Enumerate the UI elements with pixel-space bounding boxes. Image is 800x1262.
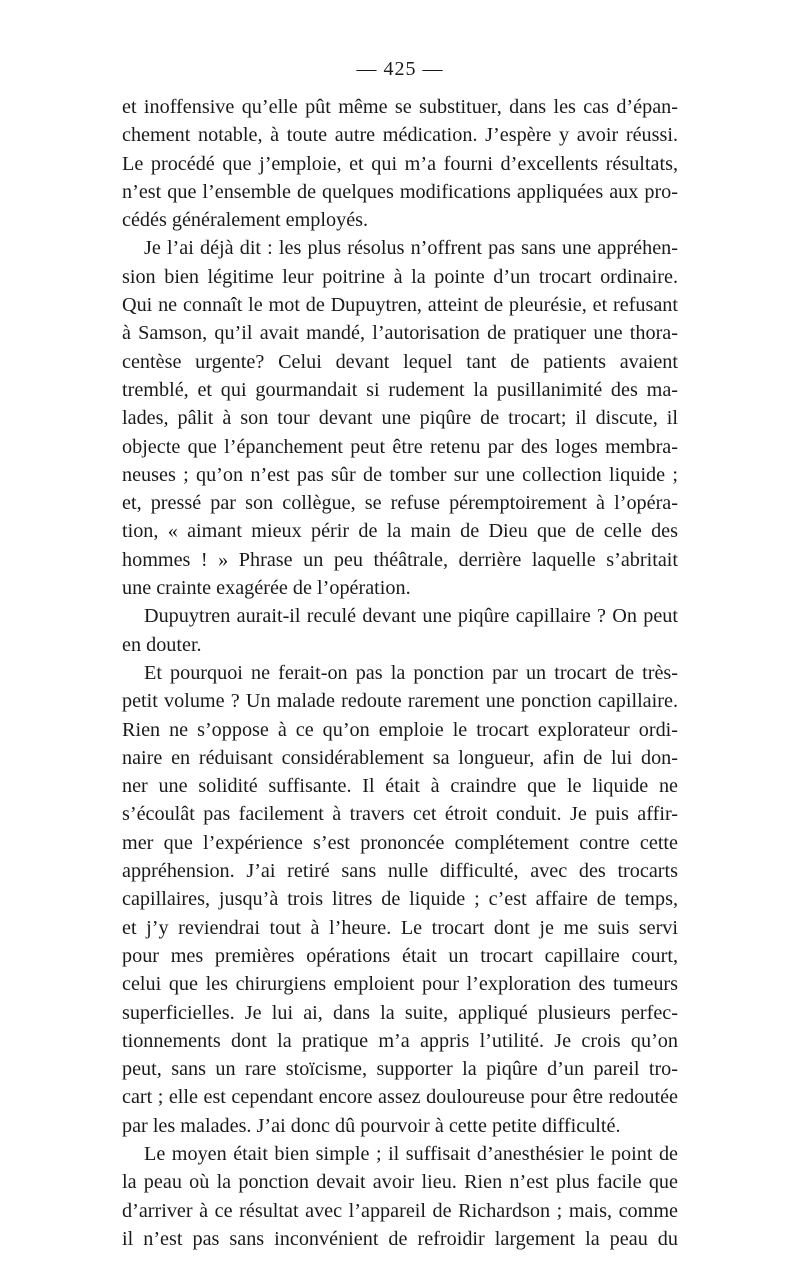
text-line: neuses ; qu’on n’est pas sûr de tomber sur une collection liquide ; <box>122 463 678 486</box>
text-line: Et pourquoi ne ferait-on pas la ponction par un trocart de très- <box>144 661 678 684</box>
body-text <box>122 93 678 1253</box>
text-line: n’est que l’ensemble de quelques modifications appliquées aux pro- <box>122 180 678 203</box>
text-line: capillaires, jusqu’à trois litres de liquide ; c’est affaire de temps, <box>122 888 678 911</box>
page-number: — 425 — <box>356 58 444 80</box>
text-line: cédés généralement employés. <box>122 209 369 232</box>
text-line: et j’y reviendrai tout à l’heure. Le trocart dont je me suis servi <box>122 916 678 939</box>
text-line: la peau où la ponction devait avoir lieu. Rien n’est plus facile que <box>122 1171 678 1194</box>
text-line: s’écoulât pas facilement à travers cet étroit conduit. Je puis affir- <box>122 803 678 826</box>
text-line: celui que les chirurgiens emploient pour l’exploration des tumeurs <box>122 973 678 996</box>
text-line: à Samson, qu’il avait mandé, l’autorisation de pratiquer une thora- <box>122 322 678 345</box>
text-line: Qui ne connaît le mot de Dupuytren, atteint de pleurésie, et refusant <box>122 294 678 317</box>
text-line: appréhension. J’ai retiré sans nulle difficulté, avec des trocarts <box>122 860 678 883</box>
text-line: Dupuytren aurait-il reculé devant une piqûre capillaire ? On peut <box>144 605 678 628</box>
text-line: naire en réduisant considérablement sa longueur, afin de lui don- <box>122 746 678 769</box>
text-line: Le procédé que j’emploie, et qui m’a fourni d’excellents résultats, <box>122 152 678 175</box>
text-line: Je l’ai déjà dit : les plus résolus n’offrent pas sans une appréhen- <box>144 237 678 260</box>
text-line: Rien ne s’oppose à ce qu’on emploie le trocart explorateur ordi- <box>122 718 678 741</box>
text-line: et, pressé par son collègue, se refuse péremptoirement à l’opéra- <box>122 492 678 515</box>
text-line: superficielles. Je lui ai, dans la suite, appliqué plusieurs perfec- <box>122 1001 678 1024</box>
text-line: en douter. <box>122 633 202 656</box>
text-line: tionnements dont la pratique m’a appris l’utilité. Je crois qu’on <box>122 1029 678 1052</box>
text-line: cart ; elle est cependant encore assez douloureuse pour être redoutée <box>122 1086 678 1109</box>
text-line: pour mes premières opérations était un trocart capillaire court, <box>122 944 678 967</box>
text-line: tion, « aimant mieux périr de la main de Dieu que de celle des <box>122 520 678 543</box>
text-line: petit volume ? Un malade redoute rarement une ponction capillaire. <box>122 690 678 713</box>
text-line: il n’est pas sans inconvénient de refroidir largement la peau du <box>122 1227 678 1250</box>
text-line: une crainte exagérée de l’opération. <box>122 577 411 600</box>
text-line: mer que l’expérience s’est prononcée complétement contre cette <box>122 831 678 854</box>
text-line: Le moyen était bien simple ; il suffisait d’anesthésier le point de <box>144 1142 678 1165</box>
text-line: ner une solidité suffisante. Il était à craindre que le liquide ne <box>122 775 678 798</box>
text-line: et inoffensive qu’elle pût même se substituer, dans les cas d’épan- <box>122 96 678 118</box>
text-line: sion bien légitime leur poitrine à la pointe d’un trocart ordinaire. <box>122 265 678 288</box>
text-line: hommes ! » Phrase un peu théâtrale, derrière laquelle s’abritait <box>122 548 678 571</box>
text-line: peut, sans un rare stoïcisme, supporter la piqûre d’un pareil tro- <box>122 1058 678 1081</box>
text-line: d’arriver à ce résultat avec l’appareil de Richardson ; mais, comme <box>122 1199 678 1222</box>
text-line: centèse urgente? Celui devant lequel tant de patients avaient <box>122 350 678 373</box>
text-line: objecte que l’épanchement peut être retenu par des loges membra- <box>122 435 678 458</box>
text-line: tremblé, et qui gourmandait si rudement la pusillanimité des ma- <box>122 378 678 401</box>
text-line: lades, pâlit à son tour devant une piqûre de trocart; il discute, il <box>122 407 678 430</box>
text-line: par les malades. J’ai donc dû pourvoir à cette petite difficulté. <box>122 1114 621 1137</box>
text-line: chement notable, à toute autre médication. J’espère y avoir réussi. <box>122 124 678 147</box>
